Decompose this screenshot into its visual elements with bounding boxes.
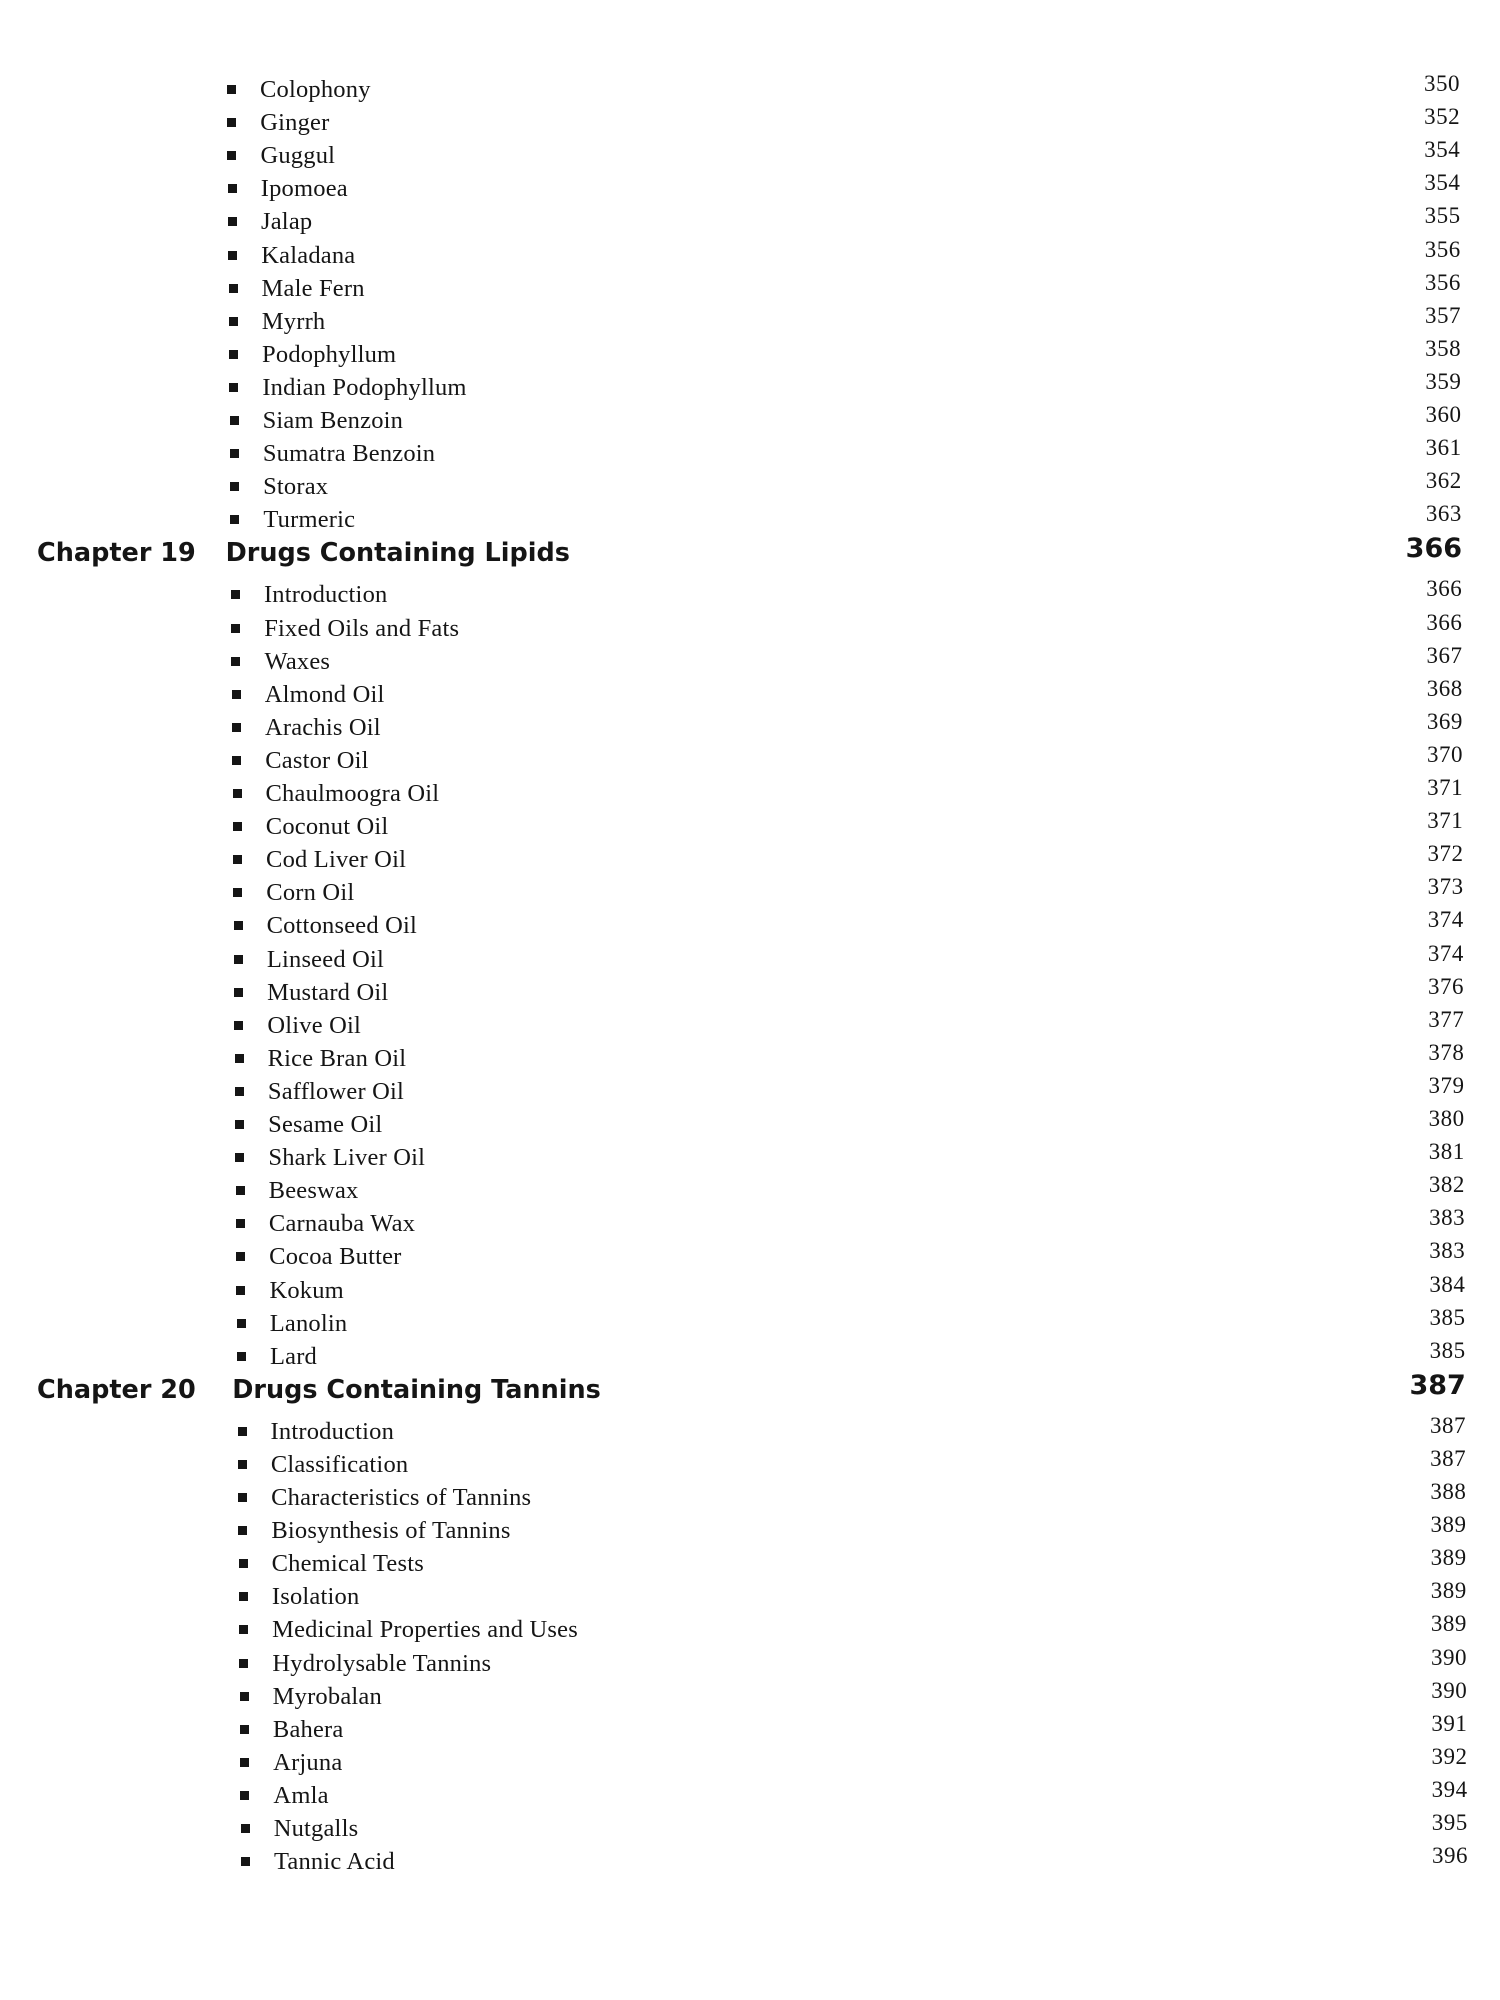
toc-entry-page-number: 385 xyxy=(1429,1304,1466,1330)
toc-entry-page-number: 362 xyxy=(1425,468,1462,494)
chapter-number: Chapter 20 xyxy=(37,1374,196,1405)
toc-entry-page-number: 359 xyxy=(1425,368,1462,394)
square-bullet-icon xyxy=(234,921,243,930)
square-bullet-icon xyxy=(229,317,238,326)
toc-entry-page-number: 371 xyxy=(1427,808,1464,834)
toc-entry-label: Chemical Tests xyxy=(271,1550,424,1578)
toc-entry-page-number: 373 xyxy=(1427,874,1464,900)
toc-entry-label: Cocoa Butter xyxy=(269,1243,402,1271)
toc-entry-page-number: 355 xyxy=(1424,203,1461,229)
toc-entry-page-number: 378 xyxy=(1428,1039,1465,1065)
toc-entry-label: Waxes xyxy=(264,647,331,675)
square-bullet-icon xyxy=(236,1286,245,1295)
toc-entry-page-number: 389 xyxy=(1430,1545,1467,1571)
toc-entry-label: Nutgalls xyxy=(273,1815,359,1842)
square-bullet-icon xyxy=(239,1659,248,1668)
square-bullet-icon xyxy=(239,1592,248,1601)
toc-entry-label: Male Fern xyxy=(261,274,365,302)
square-bullet-icon xyxy=(238,1493,247,1502)
square-bullet-icon xyxy=(236,1186,245,1195)
toc-entry-label: Kaladana xyxy=(261,241,356,269)
toc-entry-label: Castor Oil xyxy=(265,746,369,774)
toc-entry-page-number: 369 xyxy=(1426,708,1463,734)
toc-entry-page-number: 370 xyxy=(1426,741,1463,767)
toc-entry-page-number: 388 xyxy=(1430,1479,1467,1504)
square-bullet-icon xyxy=(234,955,243,964)
toc-entry-page-number: 379 xyxy=(1428,1072,1465,1098)
toc-entry-page-number: 366 xyxy=(1426,609,1463,635)
toc-entry-page-number: 356 xyxy=(1424,269,1461,295)
toc-entry-label: Kokum xyxy=(269,1276,344,1304)
square-bullet-icon xyxy=(234,988,243,997)
square-bullet-icon xyxy=(236,1219,245,1228)
square-bullet-icon xyxy=(229,350,238,359)
toc-entry-page-number: 384 xyxy=(1429,1271,1466,1297)
toc-entry-page-number: 394 xyxy=(1431,1776,1468,1802)
toc-entry-label: Colophony xyxy=(259,76,371,103)
toc-entry-label: Fixed Oils and Fats xyxy=(264,614,460,642)
toc-entry-label: Myrrh xyxy=(261,307,326,335)
toc-entry-page-number: 383 xyxy=(1429,1205,1466,1231)
toc-entry-page-number: 357 xyxy=(1425,302,1462,328)
square-bullet-icon xyxy=(237,1352,246,1361)
toc-entry-page-number: 354 xyxy=(1424,170,1461,196)
toc-entry-page-number: 395 xyxy=(1431,1810,1468,1835)
square-bullet-icon xyxy=(230,416,239,425)
toc-entry-page-number: 350 xyxy=(1423,71,1460,96)
toc-entry-page-number: 371 xyxy=(1427,775,1464,800)
chapter-title[interactable]: Drugs Containing Lipids xyxy=(225,538,570,569)
chapter-title[interactable]: Drugs Containing Tannins xyxy=(232,1374,601,1405)
toc-entry-label: Lanolin xyxy=(269,1309,348,1337)
toc-entry-label: Guggul xyxy=(260,142,336,170)
toc-entry-label: Cod Liver Oil xyxy=(266,846,407,874)
toc-entry-label: Jalap xyxy=(261,208,313,236)
toc-entry-page-number: 360 xyxy=(1425,402,1462,427)
toc-entry-page-number: 389 xyxy=(1430,1611,1467,1637)
toc-entry-label: Chaulmoogra Oil xyxy=(265,780,440,807)
square-bullet-icon xyxy=(238,1526,247,1535)
toc-entry-label: Sesame Oil xyxy=(268,1111,383,1138)
square-bullet-icon xyxy=(240,1692,249,1701)
toc-entry-page-number: 391 xyxy=(1431,1710,1468,1736)
toc-entry-label: Corn Oil xyxy=(266,879,355,907)
toc-entry-page-number: 356 xyxy=(1424,236,1461,262)
square-bullet-icon xyxy=(238,1460,247,1469)
toc-entry-label: Arachis Oil xyxy=(264,713,381,741)
square-bullet-icon xyxy=(233,888,242,897)
toc-entry-label: Rice Bran Oil xyxy=(267,1044,407,1072)
toc-entry-label: Carnauba Wax xyxy=(268,1210,416,1238)
toc-entry-label: Almond Oil xyxy=(264,680,385,708)
square-bullet-icon xyxy=(231,624,240,633)
square-bullet-icon xyxy=(235,1054,244,1063)
square-bullet-icon xyxy=(235,1153,244,1162)
toc-entry-page-number: 367 xyxy=(1426,642,1463,668)
square-bullet-icon xyxy=(227,151,236,160)
toc-entry-page-number: 381 xyxy=(1428,1139,1465,1165)
toc-entry-label: Classification xyxy=(270,1450,409,1478)
toc-entry-page-number: 361 xyxy=(1425,435,1462,461)
toc-entry-label: Introduction xyxy=(270,1417,395,1445)
toc-entry-label: Linseed Oil xyxy=(266,945,385,973)
square-bullet-icon xyxy=(232,723,241,732)
square-bullet-icon xyxy=(234,1021,243,1030)
toc-entry-page-number: 352 xyxy=(1424,104,1461,130)
square-bullet-icon xyxy=(228,251,237,260)
toc-entry-page-number: 374 xyxy=(1427,907,1464,933)
square-bullet-icon xyxy=(229,284,238,293)
square-bullet-icon xyxy=(240,1725,249,1734)
toc-entry-page-number: 372 xyxy=(1427,841,1464,867)
toc-entry-page-number: 363 xyxy=(1425,501,1462,527)
toc-entry-label: Hydrolysable Tannins xyxy=(272,1649,492,1677)
toc-entry-page-number: 390 xyxy=(1431,1677,1468,1703)
square-bullet-icon xyxy=(230,482,239,491)
toc-entry-page-number: 380 xyxy=(1428,1106,1465,1131)
toc-entry-page-number: 377 xyxy=(1428,1006,1465,1032)
toc-entry-label: Lard xyxy=(269,1342,318,1370)
toc-entry-label: Cottonseed Oil xyxy=(266,912,418,940)
toc-entry-page-number: 376 xyxy=(1428,973,1465,999)
square-bullet-icon xyxy=(237,1319,246,1328)
toc-entry-label: Coconut Oil xyxy=(265,813,389,841)
square-bullet-icon xyxy=(235,1087,244,1096)
toc-entry-label: Ipomoea xyxy=(260,175,348,203)
square-bullet-icon xyxy=(232,690,241,699)
square-bullet-icon xyxy=(236,1252,245,1261)
toc-entry-label: Turmeric xyxy=(263,506,356,534)
toc-entry-page-number: 368 xyxy=(1426,675,1463,701)
square-bullet-icon xyxy=(230,449,239,458)
toc-entry-page-number: 383 xyxy=(1429,1238,1466,1264)
toc-entry-label: Siam Benzoin xyxy=(262,407,404,434)
toc-entry-page-number: 387 xyxy=(1430,1412,1467,1438)
toc-entry-label: Sumatra Benzoin xyxy=(262,440,436,468)
toc-entry-page-number: 366 xyxy=(1426,576,1463,602)
toc-entry-label: Myrobalan xyxy=(272,1682,382,1710)
toc-entry-label: Isolation xyxy=(271,1583,360,1611)
square-bullet-icon xyxy=(233,855,242,864)
toc-entry-page-number: 392 xyxy=(1431,1743,1468,1769)
toc-entry-label: Arjuna xyxy=(273,1748,343,1776)
square-bullet-icon xyxy=(240,1758,249,1767)
chapter-page-number: 366 xyxy=(1405,533,1463,565)
toc-entry-label: Beeswax xyxy=(268,1177,359,1205)
toc-entry-label: Introduction xyxy=(263,581,388,609)
square-bullet-icon xyxy=(238,1427,247,1436)
toc-entry-label: Bahera xyxy=(272,1715,344,1743)
toc-entry-label: Biosynthesis of Tannins xyxy=(271,1517,511,1545)
toc-entry-label: Amla xyxy=(273,1781,329,1809)
toc-entry-label: Indian Podophyllum xyxy=(262,373,467,401)
toc-entry-label: Safflower Oil xyxy=(267,1077,405,1105)
square-bullet-icon xyxy=(228,184,237,193)
square-bullet-icon xyxy=(231,590,240,599)
toc-entry-label: Characteristics of Tannins xyxy=(271,1484,532,1511)
toc-entry-label: Shark Liver Oil xyxy=(268,1144,426,1172)
square-bullet-icon xyxy=(228,217,237,226)
toc-entry-page-number: 385 xyxy=(1429,1337,1466,1363)
square-bullet-icon xyxy=(240,1791,249,1800)
square-bullet-icon xyxy=(233,822,242,831)
toc-entry-label: Storax xyxy=(263,473,329,501)
square-bullet-icon xyxy=(230,515,239,524)
square-bullet-icon xyxy=(233,789,242,798)
toc-entry-page-number: 389 xyxy=(1430,1512,1467,1538)
square-bullet-icon xyxy=(227,118,236,127)
square-bullet-icon xyxy=(231,657,240,666)
square-bullet-icon xyxy=(227,85,236,94)
toc-entry-label: Podophyllum xyxy=(262,340,397,368)
square-bullet-icon xyxy=(229,383,238,392)
toc-entry-label: Ginger xyxy=(260,109,330,137)
chapter-page-number: 387 xyxy=(1409,1369,1466,1401)
toc-entry-page-number: 354 xyxy=(1424,137,1461,163)
toc-entry-label: Olive Oil xyxy=(267,1011,362,1039)
square-bullet-icon xyxy=(235,1120,244,1129)
square-bullet-icon xyxy=(239,1625,248,1634)
toc-entry-page-number: 387 xyxy=(1430,1445,1467,1471)
toc-entry-page-number: 390 xyxy=(1431,1644,1468,1670)
toc-entry-page-number: 374 xyxy=(1427,940,1464,966)
toc-entry-label: Tannic Acid xyxy=(273,1848,395,1876)
square-bullet-icon xyxy=(241,1857,250,1866)
square-bullet-icon xyxy=(241,1824,250,1833)
toc-entry-page-number: 358 xyxy=(1425,335,1462,361)
toc-entry-page-number: 389 xyxy=(1430,1578,1467,1604)
square-bullet-icon xyxy=(232,756,241,765)
chapter-number: Chapter 19 xyxy=(37,538,196,569)
toc-entry-page-number: 396 xyxy=(1431,1843,1468,1869)
toc-entry-page-number: 382 xyxy=(1428,1172,1465,1198)
toc-entry-label: Medicinal Properties and Uses xyxy=(272,1616,578,1644)
square-bullet-icon xyxy=(239,1559,248,1568)
toc-entry-label: Mustard Oil xyxy=(267,978,389,1006)
